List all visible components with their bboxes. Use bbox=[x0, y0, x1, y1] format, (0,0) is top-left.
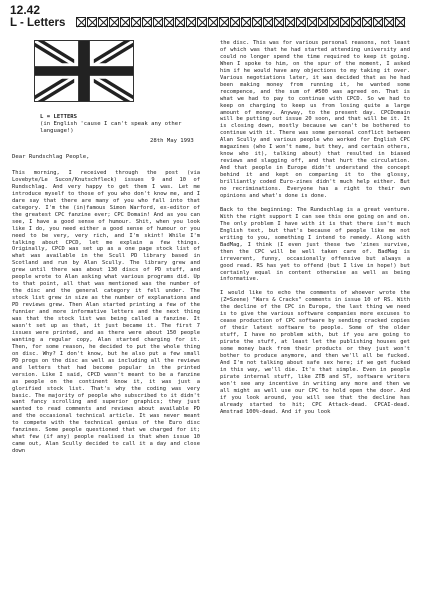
union-jack-flag-icon bbox=[34, 40, 134, 102]
letter-greeting: Dear Rundschlag People, bbox=[12, 154, 90, 160]
section-title: L - Letters bbox=[10, 17, 66, 29]
right-paragraph-3: I would like to echo the comments of whoever wrote the (Z=Szene) "Wars & Cracks" comments in issue 10 of RS. With the decline of the CPC in Europe, the last thing we need is to give the various software companies more excuses to cease production of CPC software by sending cracked copies of their latest software to people. Some of the older stuff, I have no problem with, but if you are going to pirate the stuff, at least let the publishing houses get some money back from their products or they just won't bother to produce anymore, and then we'll all be fucked. And I'm not talking about safe sex here; if we get fucked in this way, we'll die. It's that simple. Even in people pirate internal stuff, like ZTB and ST, software writers won't see any incentive in writing any more and then we all might as well use our CPC to hold open the door. And if you look around, you will see that the decline has already started to hit; CPC Attack-dead. CPCAI-dead. Amstrad 100%-dead. And if you look bbox=[220, 290, 410, 415]
letter-date: 28th May 1993 bbox=[150, 138, 194, 144]
title-decoration bbox=[76, 17, 405, 27]
right-paragraph-2: Back to the beginning: The Rundschlag is a great venture. With the right support I can see this one going on and on. The only problem I have with it is that there isn't much English text, but that's because of people like me not writing to you, something I intend to remedy. Along with BadMag, I think (I even just these two 'zines survive, then the CPC will be well taken care of. BadMag is irreverent, funny, occasionally offensive but always a good read. RS has yet to offend (but I live in hope!) but certainly equal in content otherwise as well as being informative. bbox=[220, 206, 410, 283]
intro-note: (in English 'cause I can't speak any other language!) bbox=[40, 121, 182, 134]
intro-block bbox=[40, 114, 200, 135]
left-paragraph-1: This morning, I received through the post (via Lovebyte/Le Sucon/Knutschfleck) issues 9 and 10 of Rundschlag. And very happy to get them I was. Let me introduce myself to those of you who don't know me, and I dare say that there are many of you who fall into that category. I'm the (in)famous Simon Warford, ex-editor of the greatest CPC fanzine ever; CPC Domain! And as you can see, I have a good sense of humour. Shit, when you look like I do, you need either a good sense of humour or you need to be very, very rich, and I'm skint! While I'm talking about CPCD, let me explain a few things. Originally, CPCD was set up as a one page stock list of what was available in the Scull PD library based in Scotland and run by Alan Scully. The library grew and grew until there was about 130 discs of PD stuff, and people wrote to Alan asking what various programs did. Up to that point, all that was mentioned was the number of the disc and the general category it fell under. The stock list grew in size as the number of explanations and PD reviews grew. Then Alan started printing a few of the funnier and more informative letters and the next thing was that the stock list was being called a fanzine. It wasn't set up as that, it just became it. The first 7 issues were printed, and as there were about 150 people wanting a regular copy, Alan started charging for it. Then, for some reason, he decided to put the whole thing on disc. Why? I don't know, but he also put a few small PD progs on the disc as well as including all the reviews and letters that had become popular in the printed version. Like I said, CPCD wasn't meant to be a fanzine as people on the continent know it, it was just a glorified stock list. That's why the coding was very basic. The majority of people who subscribed to it didn't want fancy scrolling and superior graphics; they just wanted to read comments and reviews about available PD and the occasional technical article. It was never meant to compete with the technical genius of the Euro disc fanzines. Some people questioned that we charged for it; what few (if any) people realised is that when issue 10 came out, Alan Scully decided to call it a day and close down bbox=[12, 170, 200, 455]
right-column bbox=[220, 40, 410, 416]
right-paragraph-1: the disc. This was for various personal reasons, not least of which was that he had started attending university and could no longer spend the time required to keep it going. When I spoke to him, on the spur of the moment, I asked him if he would have any objections to my taking it over. Various negotiations later, it was decided that as he had been making money from running it, he wanted some recompence, and the sum of #500 was agreed on. That is what we had to pay to continue with CPCD. So we had to keep on charging to keep us from losing quite a large amount of money. Anyway, to the present day. CPCDomain will be putting out issue 20 soon, and that will be it. It is closing down, mostly because we can't be bothered to continue with it. There was some personal conflict between Alan Scully and various people who worked for English CPC magazines (who I won't name, but they, and certain others, know who it), talking about) that resulted in biased reviews and slagging off, and that hurt the circulation. And that people in Europe didn't understand the concept behind it and kept on comparing it to the glossy, brilliantly coded Euro-zines didn't much help either. But no recriminations. Everyone has a right to their own opinions and what's done is done. bbox=[220, 40, 410, 199]
left-column bbox=[12, 170, 200, 455]
page-number: 12.42 bbox=[10, 3, 41, 17]
intro-label: L = LETTERS bbox=[40, 114, 78, 120]
